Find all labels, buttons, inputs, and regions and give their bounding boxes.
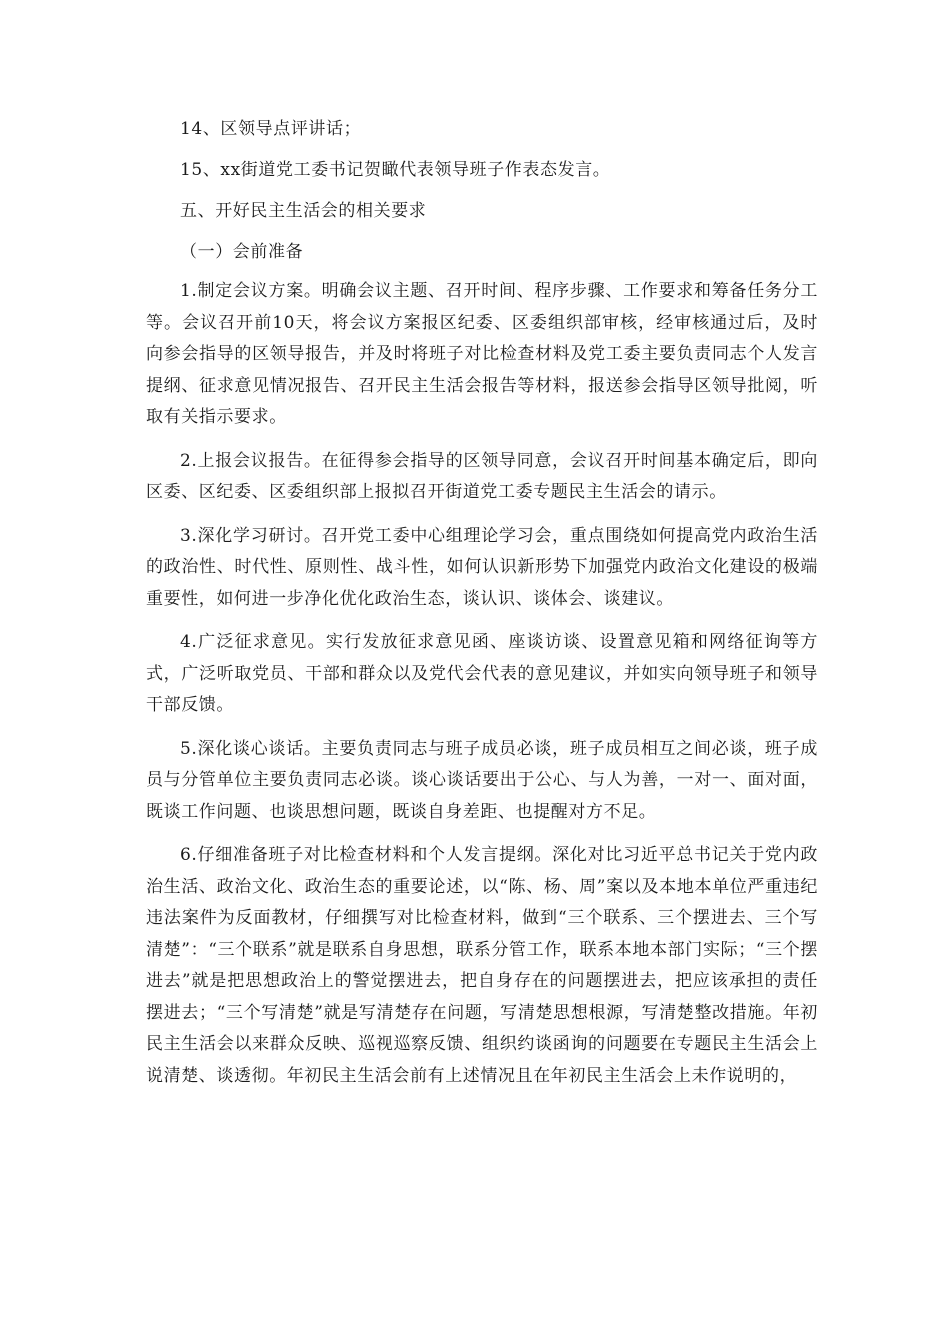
paragraph-4: 4.广泛征求意见。实行发放征求意见函、座谈访谈、设置意见箱和网络征询等方式，广泛听取党员、干部和群众以及党代会代表的意见建议，并如实向领导班子和领导干部反馈。 (146, 632, 818, 715)
paragraph-6: 6.仔细准备班子对比检查材料和个人发言提纲。深化对比习近平总书记关于党内政治生活、政治文化、政治生态的重要论述，以“陈、杨、周”案以及本地本单位严重违纪违法案件为反面教材，仔细撰写对比检查材料，做到“三个联系、三个摆进去、三个写清楚”：“三个联系”就是联系自身思想，联系分管工作，联系本地本部门实际；“三个摆进去”就是把思想政治上的警觉摆进去，把自身存在的问题摆进去，把应该承担的责任摆进去；“三个写清楚”就是写清楚存在问题，写清楚思想根源，写清楚整改措施。年初民主生活会以来群众反映、巡视巡察反馈、组织约谈函询的问题要在专题民主生活会上说清楚、谈透彻。年初民主生活会前有上述情况且在年初民主生活会上未作说明的， (146, 845, 818, 1086)
paragraph-3: 3.深化学习研讨。召开党工委中心组理论学习会，重点围绕如何提高党内政治生活的政治性、时代性、原则性、战斗性，如何认识新形势下加强党内政治文化建设的极端重要性，如何进一步净化优化政治生态，谈认识、谈体会、谈建议。 (146, 525, 818, 609)
document-page (146, 112, 818, 1104)
list-item-14: 14、区领导点评讲话； (180, 119, 362, 139)
section-heading: 五、开好民主生活会的相关要求 (180, 201, 427, 221)
subsection-heading: （一）会前准备 (180, 242, 304, 262)
paragraph-1: 1.制定会议方案。明确会议主题、召开时间、程序步骤、工作要求和筹备任务分工等。会议召开前10天，将会议方案报区纪委、区委组织部审核，经审核通过后，及时向参会指导的区领导报告，并及时将班子对比检查材料及党工委主要负责同志个人发言提纲、征求意见情况报告、召开民主生活会报告等材料，报送参会指导区领导批阅，听取有关指示要求。 (146, 281, 818, 427)
paragraph-5: 5.深化谈心谈话。主要负责同志与班子成员必谈，班子成员相互之间必谈，班子成员与分管单位主要负责同志必谈。谈心谈话要出于公心、与人为善，一对一、面对面，既谈工作问题、也谈思想问题，既谈自身差距、也提醒对方不足。 (146, 738, 818, 822)
list-item-15: 15、xx街道党工委书记贺瞰代表领导班子作表态发言。 (180, 160, 611, 180)
paragraph-2: 2.上报会议报告。在征得参会指导的区领导同意，会议召开时间基本确定后，即向区委、区纪委、区委组织部上报拟召开街道党工委专题民主生活会的请示。 (146, 450, 818, 502)
